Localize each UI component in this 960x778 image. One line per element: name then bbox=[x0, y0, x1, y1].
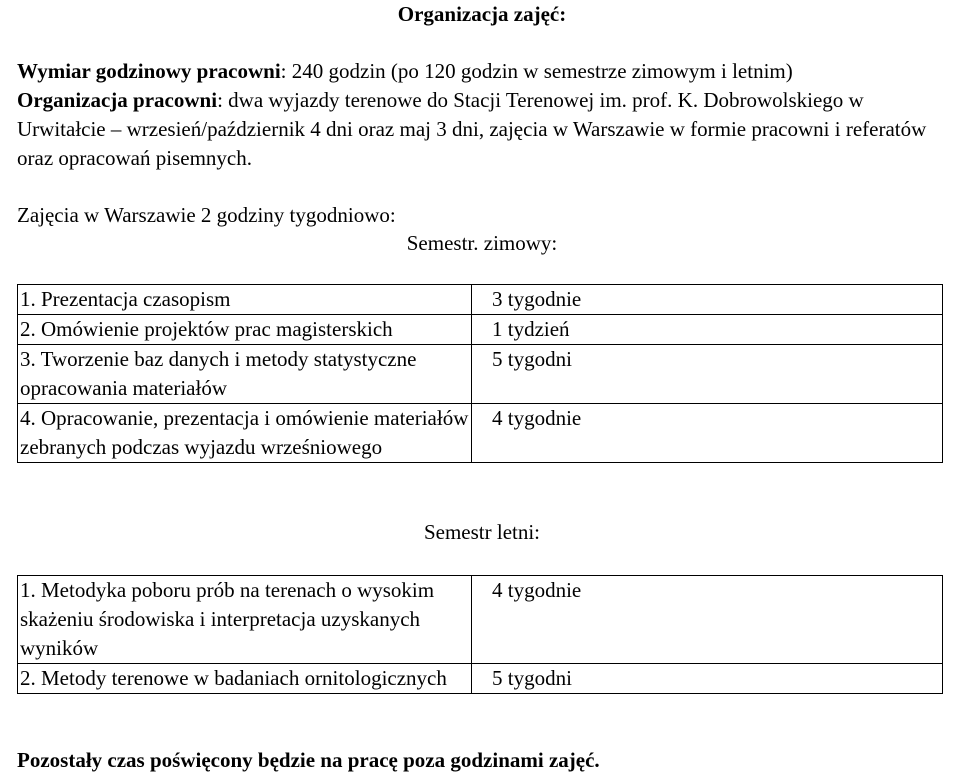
table-row bbox=[18, 404, 943, 463]
topic-cell: 1. Metodyka poboru prób na terenach o wysokim skażeniu środowiska i interpretacja uzyskanych wyników bbox=[18, 576, 472, 664]
topic-cell: 2. Metody terenowe w badaniach ornitologicznych bbox=[18, 664, 472, 694]
topic-cell: 1. Prezentacja czasopism bbox=[18, 285, 472, 315]
topic-cell: 4. Opracowanie, prezentacja i omówienie materiałów zebranych podczas wyjazdu wrześniowego bbox=[18, 404, 472, 463]
summer-semester-heading: Semestr letni: bbox=[423, 520, 541, 544]
duration-cell: 4 tygodnie bbox=[472, 404, 943, 463]
page-title: Organizacja zajęć: bbox=[397, 2, 567, 26]
duration-cell: 3 tygodnie bbox=[472, 285, 943, 315]
table-row bbox=[18, 285, 943, 315]
winter-semester-heading: Semestr. zimowy: bbox=[406, 231, 558, 255]
duration-cell: 5 tygodni bbox=[472, 345, 943, 404]
duration-cell: 1 tydzień bbox=[472, 315, 943, 345]
table-row bbox=[18, 345, 943, 404]
table-row bbox=[18, 664, 943, 694]
table-row bbox=[18, 315, 943, 345]
summer-schedule-table bbox=[17, 575, 943, 694]
weekly-hours-text: Zajęcia w Warszawie 2 godziny tygodniowo: bbox=[17, 203, 396, 227]
closing-note: Pozostały czas poświęcony będzie na pracę poza godzinami zajęć. bbox=[17, 748, 600, 772]
table-row bbox=[18, 576, 943, 664]
duration-cell: 4 tygodnie bbox=[472, 576, 943, 664]
intro-paragraph bbox=[17, 57, 942, 173]
organization-label: Organizacja pracowni bbox=[17, 88, 218, 112]
topic-cell: 2. Omówienie projektów prac magisterskich bbox=[18, 315, 472, 345]
topic-cell: 3. Tworzenie baz danych i metody statystyczne opracowania materiałów bbox=[18, 345, 472, 404]
hours-text: : 240 godzin (po 120 godzin w semestrze zimowym i letnim) bbox=[280, 59, 793, 83]
duration-cell: 5 tygodni bbox=[472, 664, 943, 694]
hours-label: Wymiar godzinowy pracowni bbox=[17, 59, 281, 83]
winter-schedule-table bbox=[17, 284, 943, 463]
organization-text: : dwa wyjazdy terenowe do Stacji Terenowej im. prof. K. Dobrowolskiego w Urwitałcie – wrzesień/październik 4 dni oraz maj 3 dni, zajęcia w Warszawie w formie pracowni i referatów oraz opracowań pisemnych. bbox=[17, 88, 927, 170]
